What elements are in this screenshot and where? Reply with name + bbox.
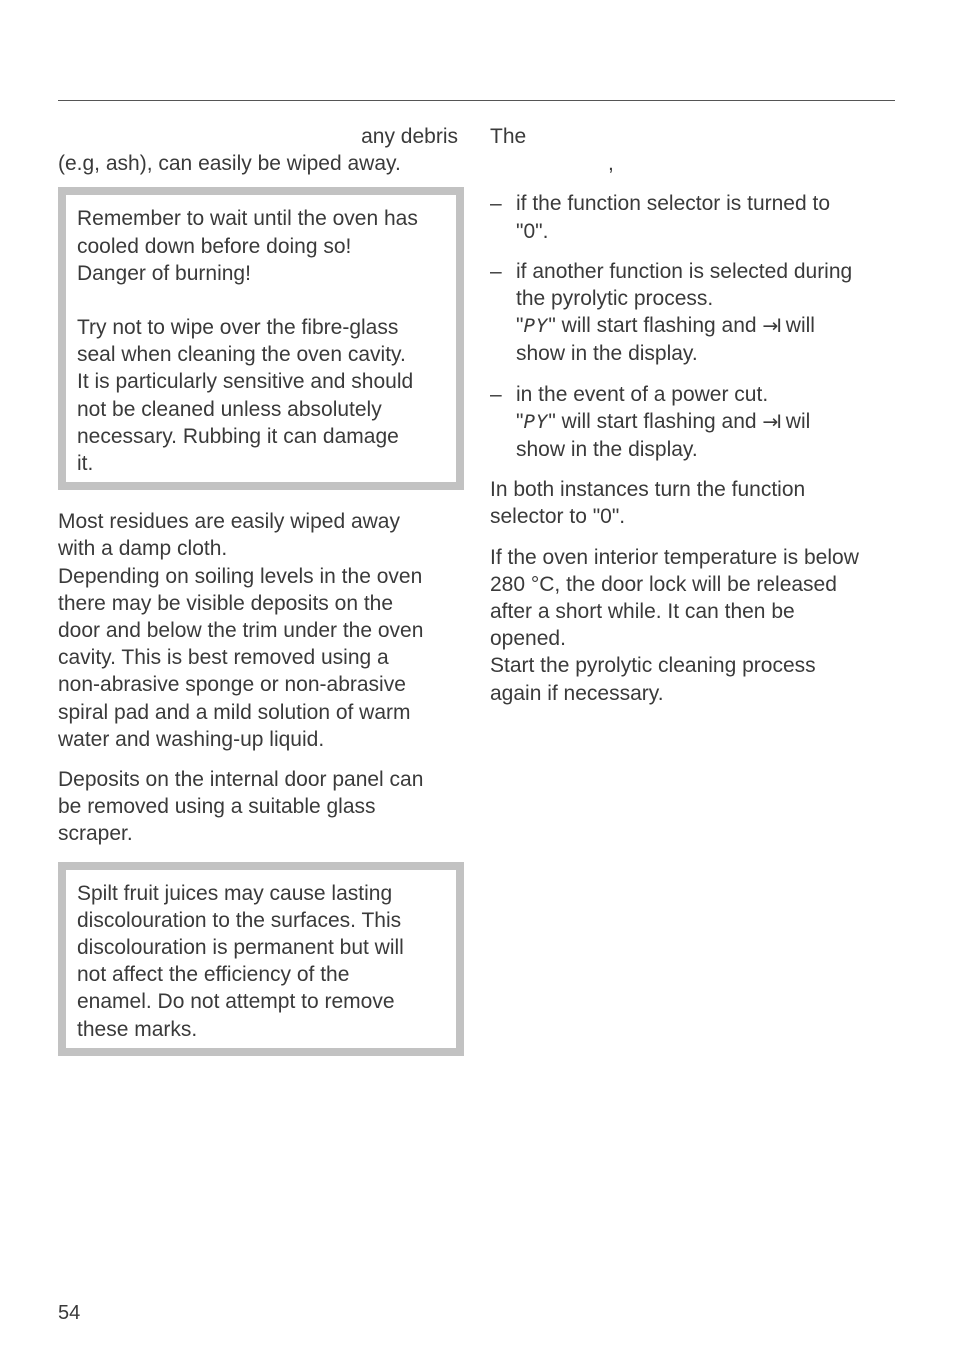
- arrow-to-bar-icon: →I: [762, 315, 780, 338]
- text-line: selector to "0".: [490, 505, 626, 529]
- text-line: "0".: [516, 219, 549, 243]
- page-number: 54: [58, 1302, 81, 1324]
- list-item-function-selector: [490, 190, 900, 244]
- text-line: opened.: [490, 627, 566, 651]
- arrow-to-bar-icon: →I: [762, 410, 780, 433]
- text-line: [516, 312, 900, 340]
- warning-line: discolouration to the surfaces. This: [77, 908, 402, 932]
- text-line: again if necessary.: [490, 681, 664, 705]
- intro-text: [58, 123, 464, 177]
- text-line: if another function is selected during: [516, 259, 853, 283]
- text-line: in the event of a power cut.: [516, 382, 769, 406]
- quote: ": [516, 409, 524, 433]
- warning-paragraph-2: [77, 314, 444, 477]
- text-line: [516, 408, 900, 436]
- text-line: the pyrolytic process.: [516, 287, 714, 311]
- text-line: with a damp cloth.: [58, 537, 228, 561]
- warning-line: discolouration is permanent but will: [77, 936, 404, 960]
- door-panel-paragraph: [58, 766, 464, 848]
- text-line: 280 °C, the door lock will be released: [490, 572, 837, 596]
- text-line: Deposits on the internal door panel can: [58, 768, 424, 792]
- warning-line: seal when cleaning the oven cavity.: [77, 343, 406, 367]
- text-line: after a short while. It can then be: [490, 600, 795, 624]
- text-line: Most residues are easily wiped away: [58, 510, 400, 534]
- warning-line: Try not to wipe over the fibre-glass: [77, 316, 399, 340]
- residue-paragraph: [58, 508, 464, 753]
- right-column: [490, 123, 900, 720]
- warning-line: these marks.: [77, 1017, 198, 1041]
- left-column: [58, 123, 464, 1074]
- text-line: Depending on soiling levels in the oven: [58, 564, 423, 588]
- warning-line: Spilt fruit juices may cause lasting: [77, 881, 393, 905]
- warning-line: Remember to wait until the oven has: [77, 207, 418, 231]
- text-line: non-abrasive sponge or non-abrasive: [58, 673, 406, 697]
- quote: ": [516, 314, 524, 338]
- warning-line: Danger of burning!: [77, 261, 251, 285]
- dash-bullet: –: [490, 192, 502, 216]
- text-line: If the oven interior temperature is below: [490, 545, 859, 569]
- text-line: cavity. This is best removed using a: [58, 646, 389, 670]
- warning-box-burning: [58, 187, 464, 490]
- intro-line-2: (e.g, ash), can easily be wiped away.: [58, 152, 401, 176]
- temperature-paragraph: [490, 544, 900, 707]
- both-instances-paragraph: [490, 476, 900, 530]
- text-line: if the function selector is turned to: [516, 192, 831, 216]
- text-fragment: " will start flashing and: [548, 314, 763, 338]
- text-line: be removed using a suitable glass: [58, 795, 376, 819]
- warning-line: not affect the efficiency of the: [77, 963, 350, 987]
- text-line: water and washing-up liquid.: [58, 727, 325, 751]
- warning-line: it.: [77, 452, 94, 476]
- text-line: show in the display.: [516, 342, 698, 366]
- dash-bullet: –: [490, 382, 502, 406]
- warning-line: not be cleaned unless absolutely: [77, 397, 382, 421]
- list-item-power-cut: [490, 381, 900, 464]
- intro-line-1: any debris: [361, 125, 458, 148]
- text-fragment: " will start flashing and: [548, 409, 763, 433]
- intro-line-1: The: [490, 125, 527, 148]
- display-code-py: PY: [523, 315, 549, 338]
- right-intro: [490, 123, 900, 177]
- text-fragment: will: [779, 314, 815, 338]
- header-rule: [58, 100, 895, 101]
- list-item-another-function: [490, 258, 900, 368]
- text-line: door and below the trim under the oven: [58, 619, 424, 643]
- warning-line: It is particularly sensitive and should: [77, 370, 414, 394]
- display-code-py: PY: [523, 410, 549, 433]
- text-fragment: wil: [779, 409, 811, 433]
- text-line: spiral pad and a mild solution of warm: [58, 700, 411, 724]
- dash-bullet: –: [490, 259, 502, 283]
- text-line: Start the pyrolytic cleaning process: [490, 654, 816, 678]
- warning-paragraph: [77, 880, 444, 1043]
- text-line: show in the display.: [516, 438, 698, 462]
- text-line: there may be visible deposits on the: [58, 591, 394, 615]
- warning-line: enamel. Do not attempt to remove: [77, 990, 395, 1014]
- warning-paragraph-1: [77, 205, 444, 287]
- text-line: scraper.: [58, 822, 133, 846]
- warning-line: cooled down before doing so!: [77, 234, 352, 258]
- warning-line: necessary. Rubbing it can damage: [77, 424, 399, 448]
- text-line: In both instances turn the function: [490, 478, 806, 502]
- warning-box-fruit-juice: [58, 862, 464, 1056]
- intro-line-2: ,: [608, 152, 614, 176]
